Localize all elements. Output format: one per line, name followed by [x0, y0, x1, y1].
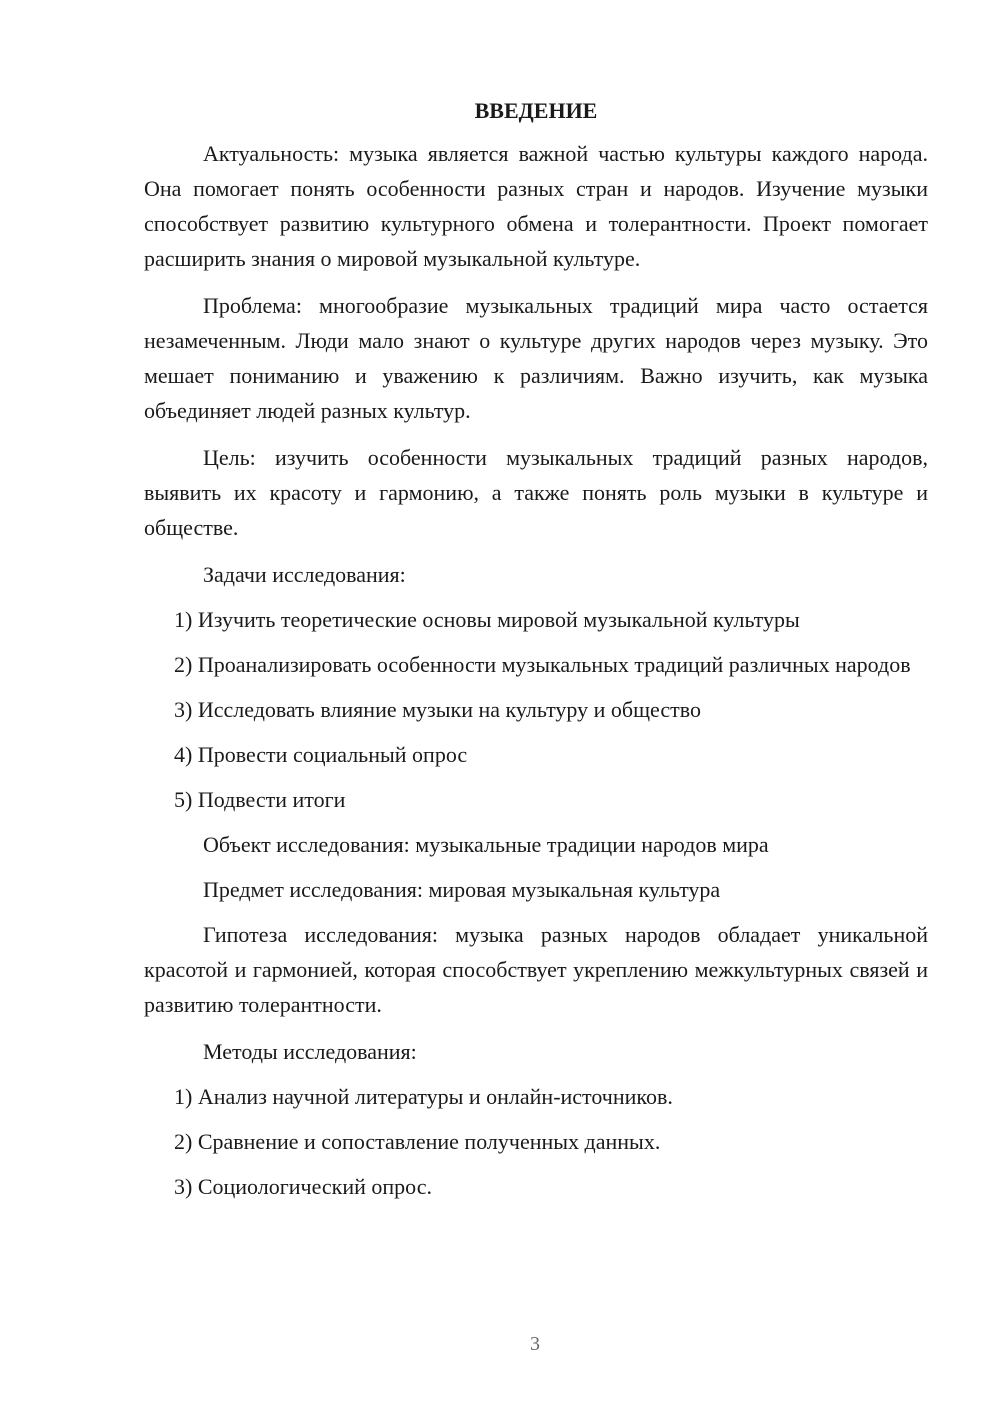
- task-item: 5) Подвести итоги: [174, 787, 346, 812]
- relevance-paragraph: Актуальность: музыка является важной частью культуры каждого народа. Она помогает понять особенности разных стран и народов. Изучение музыки способствует развитию культурного обмена и толерантности. Проект помогает расширить знания о мировой музыкальной культуре.: [144, 141, 928, 271]
- methods-heading: Методы исследования:: [203, 1039, 417, 1064]
- method-item: 2) Сравнение и сопоставление полученных данных.: [174, 1129, 661, 1154]
- page-number: 3: [530, 1333, 540, 1355]
- tasks-heading: Задачи исследования:: [203, 562, 406, 587]
- method-item: 3) Социологический опрос.: [174, 1174, 432, 1199]
- task-item: 2) Проанализировать особенности музыкальных традиций различных народов: [174, 652, 911, 677]
- problem-paragraph: Проблема: многообразие музыкальных традиций мира часто остается незамеченным. Люди мало знают о культуре других народов через музыку. Это мешает пониманию и уважению к различиям. Важно изучить, как музыка объединяет людей разных культур.: [144, 293, 928, 423]
- goal-paragraph: Цель: изучить особенности музыкальных традиций разных народов, выявить их красоту и гармонию, а также понять роль музыки в культуре и обществе.: [144, 445, 928, 540]
- research-hypothesis: Гипотеза исследования: музыка разных народов обладает уникальной красотой и гармонией, которая способствует укреплению межкультурных связей и развитию толерантности.: [144, 922, 928, 1017]
- task-item: 4) Провести социальный опрос: [174, 742, 468, 767]
- task-item: 3) Исследовать влияние музыки на культуру и общество: [174, 697, 701, 722]
- task-item: 1) Изучить теоретические основы мировой музыкальной культуры: [174, 607, 800, 632]
- document-body: [144, 92, 928, 1214]
- research-subject: Предмет исследования: мировая музыкальная культура: [203, 877, 721, 902]
- section-title: ВВЕДЕНИЕ: [474, 98, 598, 123]
- method-item: 1) Анализ научной литературы и онлайн-источников.: [174, 1084, 673, 1109]
- research-object: Объект исследования: музыкальные традиции народов мира: [203, 832, 769, 857]
